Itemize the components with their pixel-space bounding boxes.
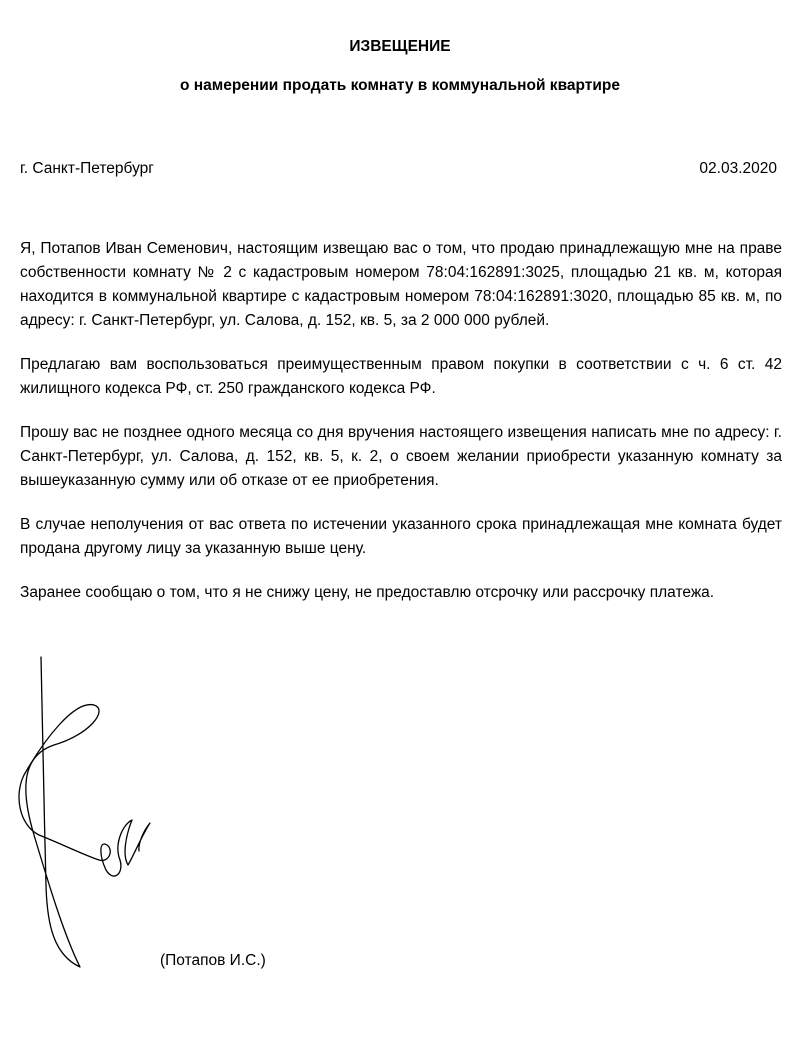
place-date-row	[20, 160, 777, 178]
date: 02.03.2020	[699, 160, 777, 177]
city: г. Санкт-Петербург	[20, 160, 154, 177]
document-title: ИЗВЕЩЕНИЕ	[349, 38, 451, 55]
paragraph-preemptive-right: Предлагаю вам воспользоваться преимущественным правом покупки в соответствии с ч. 6 ст. 42 жилищного кодекса РФ, ст. 250 гражданского кодекса РФ.	[20, 356, 782, 397]
paragraph-request: Прошу вас не позднее одного месяца со дня вручения настоящего извещения написать мне по адресу: г. Санкт-Петербург, ул. Салова, д. 152, кв. 5, к. 2, о своем желании приобрести указанную комнату за вышеуказанную сумму или об отказе от ее приобретения.	[20, 424, 782, 489]
paragraph-terms: Заранее сообщаю о том, что я не снижу цену, не предоставлю отсрочку или рассрочку платежа.	[20, 584, 715, 601]
document-body	[20, 237, 782, 625]
paragraph-consequence: В случае неполучения от вас ответа по истечении указанного срока принадлежащая мне комната будет продана другому лицу за указанную выше цену.	[20, 516, 782, 557]
handwritten-signature	[14, 655, 164, 975]
signer-name: (Потапов И.С.)	[160, 952, 266, 969]
document-subtitle: о намерении продать комнату в коммунальной квартире	[179, 77, 620, 94]
paragraph-notice: Я, Потапов Иван Семенович, настоящим извещаю вас о том, что продаю принадлежащую мне на праве собственности комнату № 2 с кадастровым номером 78:04:162891:3025, площадью 21 кв. м, которая находится в коммунальной квартире с кадастровым номером 78:04:162891:3020, площадью 85 кв. м, по адресу: г. Санкт-Петербург, ул. Салова, д. 152, кв. 5, за 2 000 000 рублей.	[20, 240, 782, 329]
